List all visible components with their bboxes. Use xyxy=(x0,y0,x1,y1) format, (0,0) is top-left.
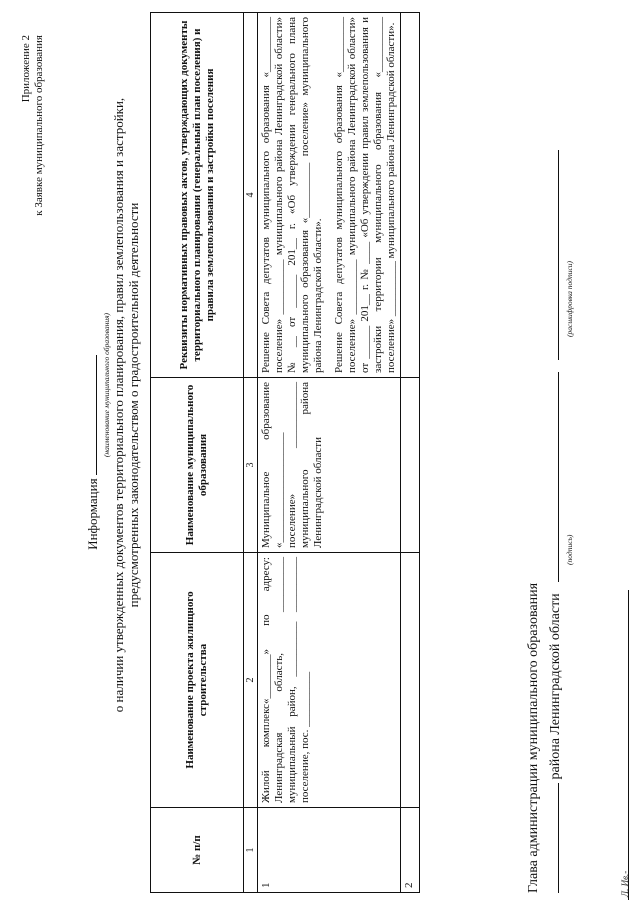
header-municipality: Наименование муниципального образования xyxy=(151,378,244,553)
table-row xyxy=(258,13,401,893)
row1-act-land-use-rules: Решение Совета депутатов муниципального образования «__________ поселение» __________ муниципального района Ленинградской области» от ______ 201__ г. № ____ «Об утверждении правил землепользования и застройки территории муниципального образования «__________ поселение» __________ муниципального района Ленинградской области». xyxy=(333,17,397,373)
row1-act-general-plan: Решение Совета депутатов муниципального образования «__________ поселение» __________ муниципального района Ленинградской области» № __ от ______ 201__ г. «Об утверждении генерального плана муниципального образования «__________ поселение» муниципального района Ленинградской области». xyxy=(260,17,324,373)
row1-project: Жилой комплекс«________» по адресу: Ленинградская область, __________ муниципальный район, __________ __________ поселение, пос. __________ xyxy=(258,553,401,808)
signature-blank xyxy=(546,372,559,582)
row2-number: 2 xyxy=(401,808,420,893)
header-legal-acts: Реквизиты нормативных правовых актов, утверждающих документы территориального планирования (генеральный план поселения) и правила землепользования и застройки поселения xyxy=(151,13,244,378)
bottom-rule xyxy=(628,590,629,900)
decoding-blank xyxy=(546,150,559,360)
column-number-4: 4 xyxy=(244,13,258,378)
footer-head-title: Глава администрации муниципального образования xyxy=(526,582,541,893)
municipality-blank-line xyxy=(84,355,97,475)
document-subtitle xyxy=(111,25,141,785)
handwritten-mark: Л. Ив.- xyxy=(620,870,630,897)
subtitle-line-1: о наличии утвержденных документов территориального планирования, правил землепользования и застройки, xyxy=(111,97,126,713)
row2-municipality xyxy=(401,378,420,553)
title-heading: Информация xyxy=(85,478,100,550)
footer-region: района Ленинградской области xyxy=(548,593,563,780)
decoding-caption: (расшифровка подписи) xyxy=(565,260,574,337)
appendix-note xyxy=(20,35,46,905)
row1-legal-acts xyxy=(258,13,401,378)
appendix-line-2: к Заявке муниципального образования xyxy=(33,35,45,216)
header-number: № п/п xyxy=(151,808,244,893)
header-project: Наименование проекта жилищного строительства xyxy=(151,553,244,808)
document-title xyxy=(84,0,101,905)
footer-municipality-blank xyxy=(546,783,559,893)
information-table xyxy=(150,12,420,893)
row2-legal-acts xyxy=(401,13,420,378)
row2-project xyxy=(401,553,420,808)
subtitle-line-2: предусмотренных законодательством о градостроительной деятельности xyxy=(126,202,141,608)
footer-signature-line xyxy=(546,150,564,893)
column-numbers-row xyxy=(244,13,258,893)
table-row xyxy=(401,13,420,893)
column-number-1: 1 xyxy=(244,808,258,893)
signature-caption: (подпись) xyxy=(565,534,574,565)
row1-number: 1 xyxy=(258,808,401,893)
municipality-caption: (наименование муниципального образования) xyxy=(102,312,111,458)
row1-municipality: Муниципальное образование «____________________ поселение» ____________ муниципального района Ленинградской области xyxy=(258,378,401,553)
column-number-2: 2 xyxy=(244,553,258,808)
column-number-3: 3 xyxy=(244,378,258,553)
table-header-row xyxy=(151,13,244,893)
appendix-line-1: Приложение 2 xyxy=(20,35,32,103)
